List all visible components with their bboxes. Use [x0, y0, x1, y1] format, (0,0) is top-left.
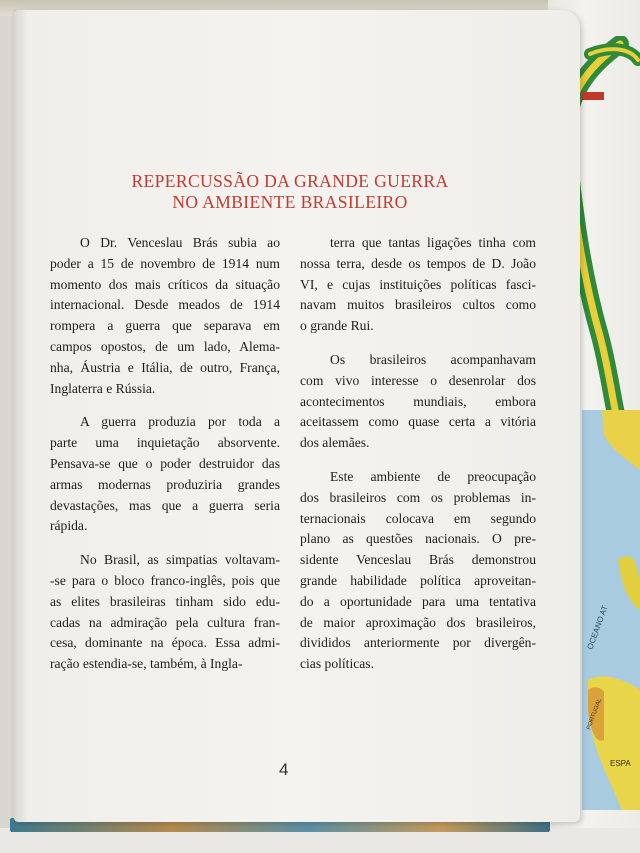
text-line: Inglaterra e Rússia. [50, 380, 156, 396]
text-line: navam muitos brasileiros cultos como [300, 297, 536, 313]
text-line: Este ambiente de preocupação [330, 468, 536, 484]
text-line: A guerra produzia por toda a [80, 414, 280, 430]
svg-text:OCEANO AT: OCEANO AT [585, 604, 610, 651]
left-column [50, 233, 280, 688]
text-line: O Dr. Venceslau Brás subia ao [80, 235, 280, 250]
paragraph [50, 550, 280, 675]
text-line: nossa terra, desde os tempos de D. João [300, 255, 536, 271]
map-illustration [582, 410, 640, 810]
chapter-title-line-2: NO AMBIENTE BRASILEIRO [172, 192, 408, 212]
text-line: sidente Venceslau Brás demonstrou [300, 552, 536, 568]
text-line: cadas na admiração pela cultura fran- [50, 614, 280, 630]
text-line: ração estendia-se, também, à Ingla- [50, 656, 243, 672]
text-line: parte uma inquietação absorvente. [50, 435, 280, 451]
page-number: 4 [279, 760, 289, 779]
text-line: Os brasileiros acompanhavam [330, 351, 536, 367]
text-line: devastações, mas que a guerra seria [50, 497, 280, 513]
chapter-title-line-1: REPERCUSSÃO DA GRANDE GUERRA [131, 171, 449, 191]
text-line: com vivo interesse o desenrolar dos [300, 372, 536, 388]
text-line: VI, e cujas instituições políticas fasci- [300, 276, 536, 292]
text-line: armas modernas produziria grandes [50, 476, 280, 492]
paragraph [300, 467, 536, 675]
text-line: de maior aproximação dos brasileiros, [300, 614, 536, 630]
text-line: o grande Rui. [300, 318, 374, 334]
text-line: momento dos mais críticos da situação [50, 276, 280, 292]
text-line: campos opostos, de um lado, Alema- [50, 338, 280, 354]
text-line: ternacionais colocava em segundo [300, 510, 536, 526]
right-column [300, 233, 536, 688]
spain-label: ESPA [610, 759, 631, 768]
text-line: cesa, dominante na época. Essa admi- [50, 635, 280, 651]
text-line: internacional. Desde meados de 1914 [50, 297, 280, 313]
paragraph [300, 233, 536, 337]
text-line: cias políticas. [300, 656, 374, 672]
text-line: as elites brasileiras tinham sido edu- [50, 593, 280, 609]
text-line: rápida. [50, 518, 88, 534]
text-line: terra que tantas ligações tinha com [330, 235, 536, 250]
paragraph [300, 350, 536, 454]
text-line: grande habilidade política aproveitan- [300, 572, 536, 588]
text-line: plano as questões nacionais. O pre- [300, 531, 536, 547]
paragraph [50, 233, 280, 399]
text-line: acontecimentos mundiais, embora [300, 393, 536, 409]
text-line: divididos anteriormente por divergên- [300, 635, 536, 651]
text-line: aceitassem como quase certa a vitória [300, 414, 536, 430]
text-line: No Brasil, as simpatias voltavam- [80, 552, 280, 568]
paragraph [50, 412, 280, 537]
text-line: poder a 15 de novembro de 1914 num [50, 255, 280, 271]
portugal-label: PORTUGAL [586, 697, 604, 731]
text-line: -se para o bloco franco-inglês, pois que [50, 572, 280, 588]
text-line: dos alemães. [300, 435, 370, 451]
text-line: rompera a guerra que separava em [50, 318, 280, 334]
text-line: Pensava-se que o poder destruidor das [50, 455, 280, 471]
text-line: nha, Áustria e Itália, de outro, França, [50, 359, 280, 375]
text-line: do a oportunidade para uma tentativa [300, 593, 536, 609]
text-line: dos brasileiros com os problemas in- [300, 489, 536, 505]
